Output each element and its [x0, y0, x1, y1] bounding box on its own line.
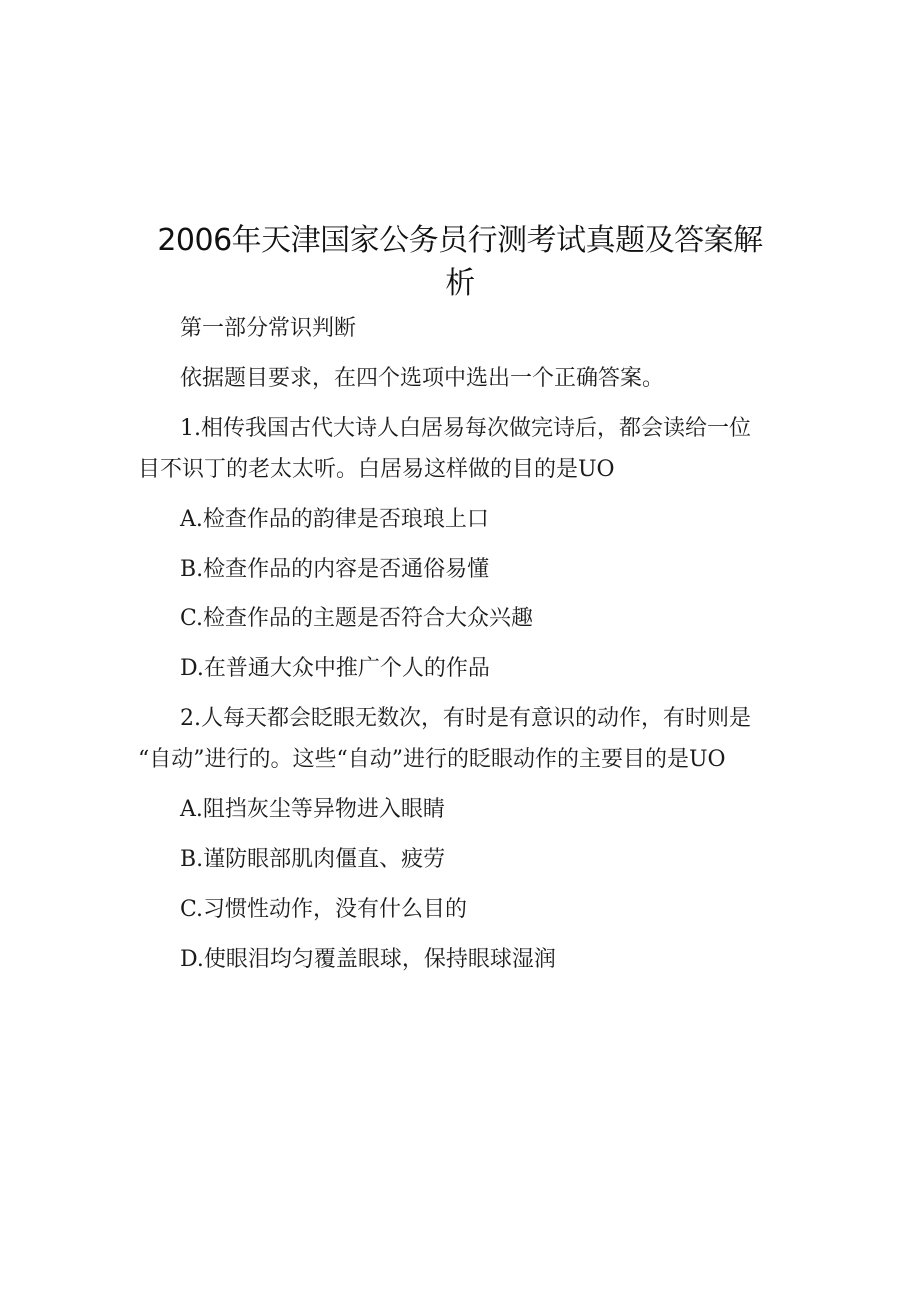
question-1-option-d: D.在普通大众中推广个人的作品: [180, 656, 490, 681]
question-2-option-b: B.谨防眼部肌肉僵直、疲劳: [180, 847, 446, 872]
document-title-line-2: 析: [445, 266, 475, 301]
question-2-option-a: A.阻挡灰尘等异物进入眼睛: [180, 797, 445, 822]
question-2-option-c: C.习惯性动作，没有什么目的: [180, 897, 468, 922]
instructions-text: 依据题目要求，在四个选项中选出一个正确答案。: [180, 366, 665, 391]
question-1-option-b: B.检查作品的内容是否通俗易懂: [180, 557, 490, 582]
document-title-line-1: 2006年天津国家公务员行测考试真题及答案解: [157, 223, 763, 258]
question-2-stem-line-1: 2.人每天都会眨眼无数次，有时是有意识的动作，有时则是: [180, 706, 751, 731]
question-1-stem-line-2: 目不识丁的老太太听。白居易这样做的目的是UO: [138, 457, 615, 482]
question-1-option-a: A.检查作品的韵律是否琅琅上口: [180, 507, 489, 532]
question-1-stem-line-1: 1.相传我国古代大诗人白居易每次做完诗后，都会读给一位: [180, 416, 751, 441]
question-1-option-c: C.检查作品的主题是否符合大众兴趣: [180, 606, 534, 631]
question-2-stem-line-2: “自动”进行的。这些“自动”进行的眨眼动作的主要目的是UO: [138, 747, 726, 772]
question-2-option-d: D.使眼泪均匀覆盖眼球，保持眼球湿润: [180, 947, 556, 972]
section-heading: 第一部分常识判断: [180, 316, 357, 341]
